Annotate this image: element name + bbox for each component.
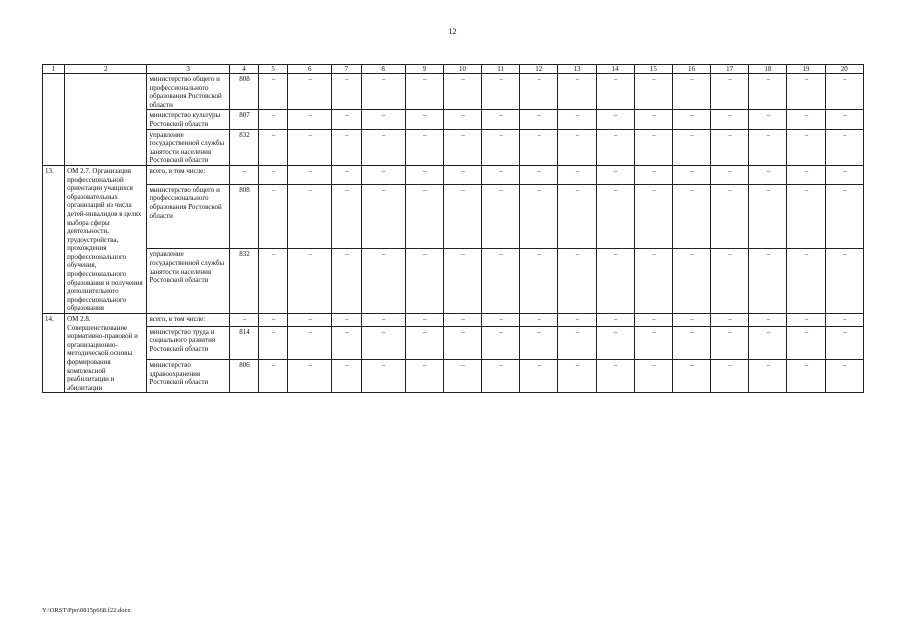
value-cell: –: [259, 326, 288, 359]
value-cell: –: [520, 314, 558, 327]
value-cell: –: [361, 129, 405, 165]
code-cell: 808: [229, 74, 258, 110]
value-cell: –: [361, 249, 405, 314]
value-cell: –: [749, 74, 787, 110]
column-number-cell: 1: [43, 65, 65, 74]
value-cell: –: [558, 129, 596, 165]
column-number-cell: 8: [361, 65, 405, 74]
value-cell: –: [259, 314, 288, 327]
value-cell: –: [749, 249, 787, 314]
column-number-cell: 2: [65, 65, 147, 74]
value-cell: –: [825, 74, 863, 110]
value-cell: –: [749, 360, 787, 393]
value-cell: –: [825, 184, 863, 249]
value-cell: –: [825, 360, 863, 393]
column-number-cell: 6: [288, 65, 332, 74]
value-cell: –: [672, 326, 710, 359]
value-cell: –: [332, 360, 361, 393]
code-cell: 832: [229, 249, 258, 314]
executor-cell: министерство общего и профессионального образования Ростовской области: [147, 184, 229, 249]
column-number-cell: 3: [147, 65, 229, 74]
value-cell: –: [520, 184, 558, 249]
value-cell: –: [520, 326, 558, 359]
value-cell: –: [520, 249, 558, 314]
column-number-cell: 19: [787, 65, 825, 74]
column-number-cell: 5: [259, 65, 288, 74]
column-number-cell: 18: [749, 65, 787, 74]
value-cell: –: [482, 360, 520, 393]
value-cell: –: [405, 165, 443, 184]
value-cell: –: [787, 314, 825, 327]
value-cell: –: [405, 314, 443, 327]
program-table: [42, 64, 864, 393]
column-number-cell: 10: [443, 65, 481, 74]
table-row: [43, 74, 864, 110]
value-cell: –: [787, 129, 825, 165]
value-cell: –: [332, 129, 361, 165]
value-cell: –: [332, 165, 361, 184]
value-cell: –: [361, 326, 405, 359]
column-number-cell: 4: [229, 65, 258, 74]
value-cell: –: [482, 314, 520, 327]
value-cell: –: [558, 184, 596, 249]
value-cell: –: [749, 165, 787, 184]
measure-name: ОМ 2.8. Совершенствование нормативно-правовой и организационно-методической основы формирования комплексной реабилитации и абилитации: [65, 314, 147, 393]
executor-cell: министерство общего и профессионального образования Ростовской области: [147, 74, 229, 110]
value-cell: –: [361, 74, 405, 110]
value-cell: –: [405, 326, 443, 359]
code-cell: 814: [229, 326, 258, 359]
value-cell: –: [482, 184, 520, 249]
value-cell: –: [443, 249, 481, 314]
value-cell: –: [288, 165, 332, 184]
value-cell: –: [520, 110, 558, 129]
table-row: [43, 360, 864, 393]
executor-cell: управление государственной службы занятости населения Ростовской области: [147, 249, 229, 314]
value-cell: –: [288, 249, 332, 314]
value-cell: –: [787, 110, 825, 129]
value-cell: –: [711, 249, 749, 314]
value-cell: –: [825, 326, 863, 359]
value-cell: –: [361, 314, 405, 327]
value-cell: –: [443, 184, 481, 249]
row-number: [43, 74, 65, 166]
value-cell: –: [259, 110, 288, 129]
code-cell: –: [229, 314, 258, 327]
value-cell: –: [711, 110, 749, 129]
value-cell: –: [787, 184, 825, 249]
value-cell: –: [787, 360, 825, 393]
value-cell: –: [596, 74, 634, 110]
value-cell: –: [443, 360, 481, 393]
value-cell: –: [787, 326, 825, 359]
column-number-cell: 14: [596, 65, 634, 74]
value-cell: –: [672, 184, 710, 249]
code-cell: 832: [229, 129, 258, 165]
value-cell: –: [634, 360, 672, 393]
value-cell: –: [558, 110, 596, 129]
value-cell: –: [825, 165, 863, 184]
table-row: [43, 129, 864, 165]
value-cell: –: [259, 129, 288, 165]
value-cell: –: [711, 184, 749, 249]
value-cell: –: [443, 314, 481, 327]
value-cell: –: [361, 165, 405, 184]
value-cell: –: [749, 314, 787, 327]
value-cell: –: [596, 110, 634, 129]
value-cell: –: [711, 129, 749, 165]
value-cell: –: [482, 249, 520, 314]
value-cell: –: [288, 360, 332, 393]
value-cell: –: [482, 129, 520, 165]
value-cell: –: [672, 74, 710, 110]
value-cell: –: [672, 360, 710, 393]
value-cell: –: [288, 129, 332, 165]
value-cell: –: [288, 314, 332, 327]
page-number: 12: [448, 27, 457, 36]
table-row: [43, 184, 864, 249]
column-number-cell: 11: [482, 65, 520, 74]
value-cell: –: [558, 249, 596, 314]
value-cell: –: [558, 360, 596, 393]
value-cell: –: [634, 184, 672, 249]
table-row: [43, 110, 864, 129]
value-cell: –: [672, 165, 710, 184]
value-cell: –: [332, 74, 361, 110]
value-cell: –: [443, 129, 481, 165]
row-number: 14.: [43, 314, 65, 393]
value-cell: –: [405, 110, 443, 129]
value-cell: –: [749, 129, 787, 165]
column-number-cell: 13: [558, 65, 596, 74]
value-cell: –: [558, 74, 596, 110]
value-cell: –: [520, 129, 558, 165]
value-cell: –: [332, 314, 361, 327]
executor-cell: управление государственной службы занятости населения Ростовской области: [147, 129, 229, 165]
executor-cell: всего, в том числе:: [147, 165, 229, 184]
value-cell: –: [596, 165, 634, 184]
value-cell: –: [672, 314, 710, 327]
value-cell: –: [259, 360, 288, 393]
value-cell: –: [634, 129, 672, 165]
value-cell: –: [558, 326, 596, 359]
column-number-cell: 15: [634, 65, 672, 74]
value-cell: –: [711, 74, 749, 110]
column-number-cell: 16: [672, 65, 710, 74]
value-cell: –: [520, 74, 558, 110]
value-cell: –: [634, 314, 672, 327]
value-cell: –: [787, 165, 825, 184]
value-cell: –: [405, 74, 443, 110]
value-cell: –: [405, 249, 443, 314]
value-cell: –: [596, 360, 634, 393]
executor-cell: всего, в том числе:: [147, 314, 229, 327]
value-cell: –: [634, 326, 672, 359]
column-number-cell: 9: [405, 65, 443, 74]
value-cell: –: [259, 165, 288, 184]
value-cell: –: [443, 74, 481, 110]
value-cell: –: [361, 184, 405, 249]
value-cell: –: [332, 110, 361, 129]
value-cell: –: [482, 110, 520, 129]
value-cell: –: [259, 74, 288, 110]
value-cell: –: [596, 249, 634, 314]
executor-cell: министерство труда и социального развития Ростовской области: [147, 326, 229, 359]
value-cell: –: [259, 184, 288, 249]
column-number-cell: 7: [332, 65, 361, 74]
value-cell: –: [825, 129, 863, 165]
value-cell: –: [361, 360, 405, 393]
measure-name: ОМ 2.7. Организация профессиональной ориентации учащихся образовательных организаций из числа детей-инвалидов в целях выбора сферы деятельности, трудоустройства, прохождения профессионального обучения, профессионального образования и получения дополнительного профессионального образования: [65, 165, 147, 313]
value-cell: –: [634, 249, 672, 314]
value-cell: –: [332, 249, 361, 314]
column-number-header: [43, 65, 864, 74]
code-cell: 806: [229, 360, 258, 393]
value-cell: –: [482, 74, 520, 110]
value-cell: –: [482, 165, 520, 184]
code-cell: –: [229, 165, 258, 184]
value-cell: –: [520, 165, 558, 184]
executor-cell: министерство здравоохранения Ростовской области: [147, 360, 229, 393]
value-cell: –: [520, 360, 558, 393]
value-cell: –: [711, 326, 749, 359]
value-cell: –: [596, 184, 634, 249]
table-row: [43, 326, 864, 359]
table-row: [43, 249, 864, 314]
value-cell: –: [288, 74, 332, 110]
value-cell: –: [749, 184, 787, 249]
column-number-cell: 12: [520, 65, 558, 74]
value-cell: –: [825, 249, 863, 314]
value-cell: –: [825, 314, 863, 327]
value-cell: –: [711, 165, 749, 184]
value-cell: –: [405, 184, 443, 249]
column-number-cell: 17: [711, 65, 749, 74]
value-cell: –: [558, 165, 596, 184]
value-cell: –: [288, 326, 332, 359]
table-row: [43, 314, 864, 327]
table-row: [43, 165, 864, 184]
value-cell: –: [596, 129, 634, 165]
value-cell: –: [443, 165, 481, 184]
value-cell: –: [405, 129, 443, 165]
value-cell: –: [332, 326, 361, 359]
value-cell: –: [711, 360, 749, 393]
value-cell: –: [711, 314, 749, 327]
row-number: 13.: [43, 165, 65, 313]
value-cell: –: [405, 360, 443, 393]
value-cell: –: [558, 314, 596, 327]
value-cell: –: [332, 184, 361, 249]
value-cell: –: [672, 110, 710, 129]
executor-cell: министерство культуры Ростовской области: [147, 110, 229, 129]
value-cell: –: [634, 165, 672, 184]
code-cell: 807: [229, 110, 258, 129]
value-cell: –: [749, 326, 787, 359]
value-cell: –: [787, 249, 825, 314]
value-cell: –: [825, 110, 863, 129]
value-cell: –: [749, 110, 787, 129]
value-cell: –: [443, 326, 481, 359]
code-cell: 808: [229, 184, 258, 249]
value-cell: –: [288, 184, 332, 249]
value-cell: –: [443, 110, 481, 129]
value-cell: –: [672, 129, 710, 165]
measure-name: [65, 74, 147, 166]
column-number-cell: 20: [825, 65, 863, 74]
value-cell: –: [596, 326, 634, 359]
value-cell: –: [288, 110, 332, 129]
value-cell: –: [361, 110, 405, 129]
value-cell: –: [672, 249, 710, 314]
value-cell: –: [634, 110, 672, 129]
footer-file-path: Y:\ORST\Ppo\0815p668.f22.docx: [42, 607, 131, 614]
value-cell: –: [259, 249, 288, 314]
value-cell: –: [634, 74, 672, 110]
value-cell: –: [596, 314, 634, 327]
value-cell: –: [482, 326, 520, 359]
value-cell: –: [787, 74, 825, 110]
